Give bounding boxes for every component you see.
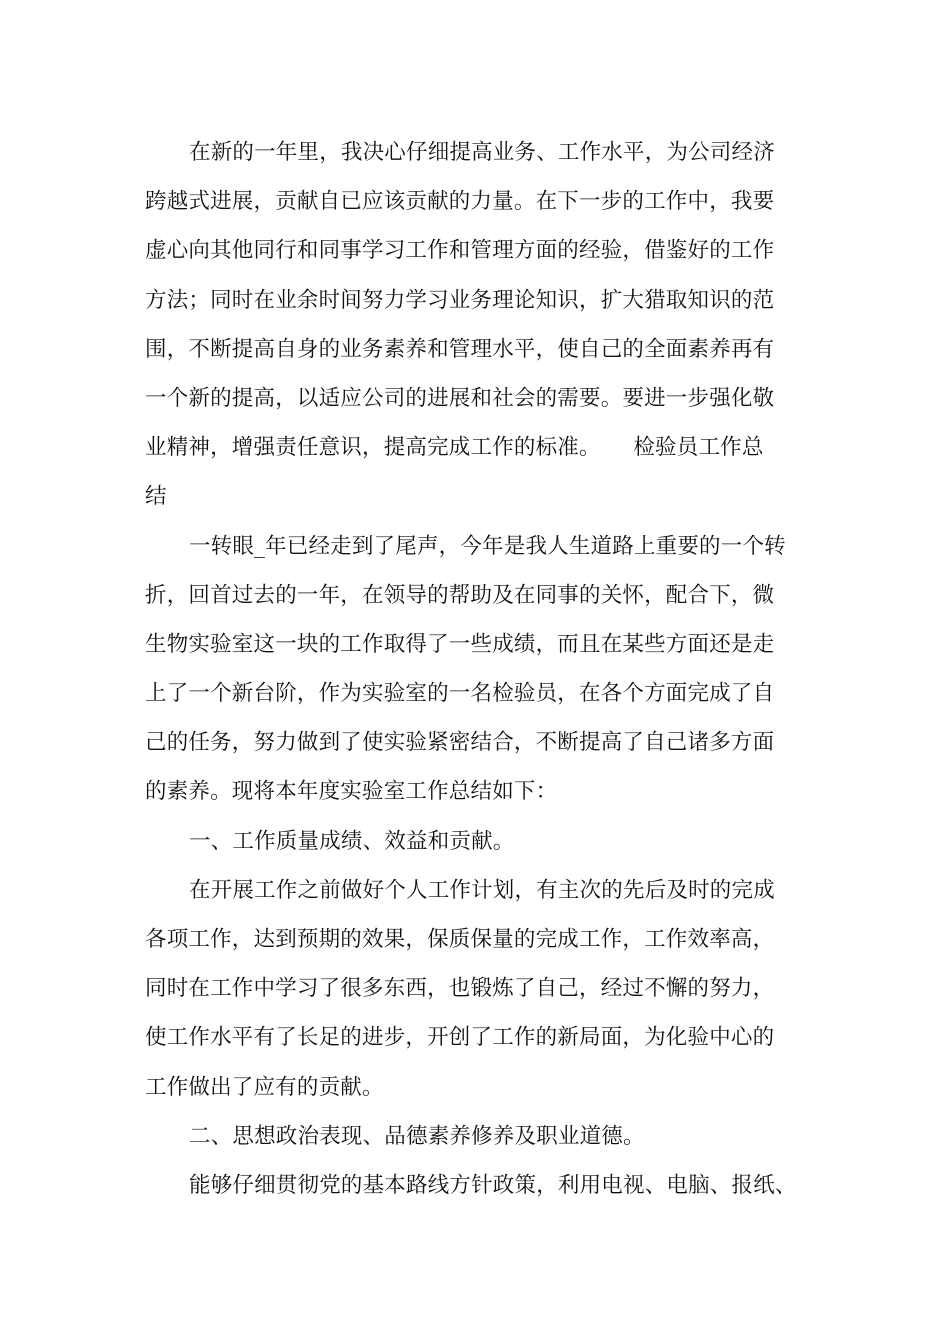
text-line: 结	[145, 484, 167, 510]
text-line: 使工作水平有了长足的进步，开创了工作的新局面，为化验中心的	[145, 1025, 775, 1051]
text-line: 一个新的提高，以适应公司的进展和社会的需要。要进一步强化敬	[145, 385, 775, 411]
text-line: 方法；同时在业余时间努力学习业务理论知识，扩大猎取知识的范	[145, 287, 775, 313]
text-line: 己的任务，努力做到了使实验紧密结合，不断提高了自己诸多方面	[145, 730, 775, 756]
text-line: 在新的一年里，我决心仔细提高业务、工作水平，为公司经济	[189, 140, 775, 165]
text-line: 能够仔细贯彻党的基本路线方针政策，利用电视、电脑、报纸、	[189, 1172, 797, 1198]
text-line: 跨越式进展，贡献自已应该贡献的力量。在下一步的工作中，我要	[145, 189, 775, 215]
document-body	[145, 128, 805, 1210]
text-line: 的素养。现将本年度实验室工作总结如下：	[145, 779, 558, 805]
text-line: 一转眼_年已经走到了尾声，今年是我人生道路上重要的一个转	[189, 533, 786, 559]
text-line: 生物实验室这一块的工作取得了一些成绩，而且在某些方面还是走	[145, 631, 775, 657]
section-heading: 一、工作质量成绩、效益和贡献。	[189, 828, 515, 854]
text-line: 各项工作，达到预期的效果，保质保量的完成工作，工作效率高，	[145, 927, 775, 952]
text-line: 在开展工作之前做好个人工作计划，有主次的先后及时的完成	[189, 877, 775, 903]
text-line: 虚心向其他同行和同事学习工作和管理方面的经验，借鉴好的工作	[145, 238, 775, 264]
text-line: 同时在工作中学习了很多东西，也锻炼了自己，经过不懈的努力，	[145, 976, 775, 1002]
section-heading: 二、思想政治表现、品德素养修养及职业道德。	[189, 1123, 645, 1149]
text-line: 围，不断提高自身的业务素养和管理水平，使自己的全面素养再有	[145, 336, 775, 362]
text-line: 工作做出了应有的贡献。	[145, 1074, 384, 1100]
text-line: 上了一个新台阶，作为实验室的一名检验员，在各个方面完成了自	[145, 681, 775, 707]
text-line: 折，回首过去的一年，在领导的帮助及在同事的关怀，配合下，微	[145, 582, 775, 608]
text-line: 业精神，增强责任意识，提高完成工作的标准。 检验员工作总	[145, 435, 764, 461]
